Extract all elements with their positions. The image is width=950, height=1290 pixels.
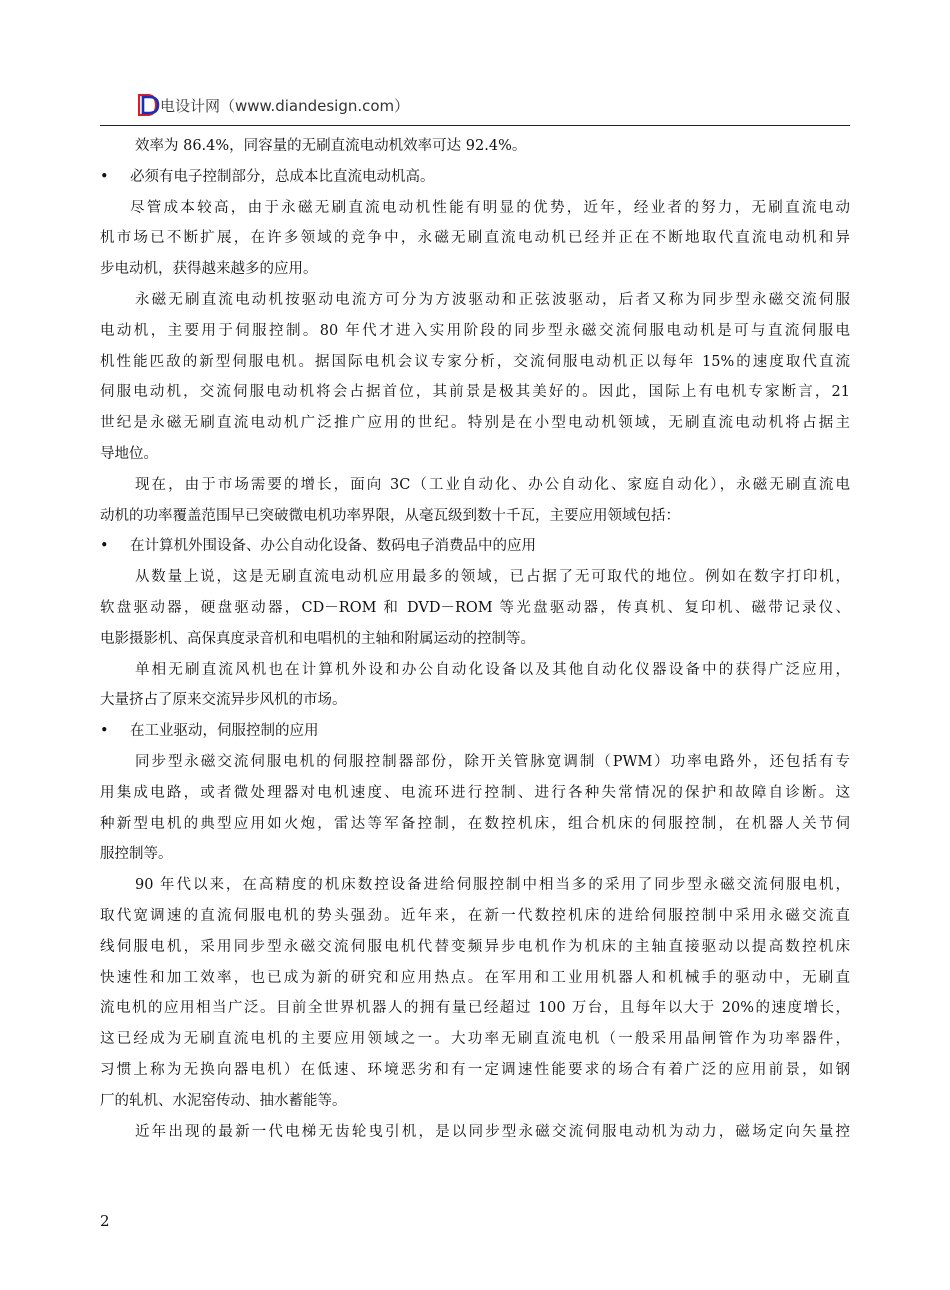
bullet-icon: • [100, 538, 109, 555]
text-line: 机市场已不断扩展，在许多领域的竞争中，永磁无刷直流电动机已经并正在不断地取代直流电动机和异 [100, 230, 850, 247]
text-line: 种新型电机的典型应用如火炮，雷达等军备控制，在数控机床，组合机床的伺服控制，在机器人关节伺 [100, 815, 850, 832]
bullet-item [100, 531, 850, 562]
document-body [100, 131, 850, 1147]
text-line: 用集成电路，或者微处理器对电机速度、电流环进行控制、进行各种失常情况的保护和故障自诊断。这 [100, 784, 850, 801]
text-line: 现在，由于市场需要的增长，面向 3C（工业自动化、办公自动化、家庭自动化），永磁无刷直流电 [135, 476, 850, 493]
text-line: 效率为 86.4%，同容量的无刷直流电动机效率可达 92.4%。 [135, 138, 527, 154]
text-line: 软盘驱动器，硬盘驱动器，CD－ROM 和 DVD－ROM 等光盘驱动器，传真机、复印机、磁带记录仪、 [100, 599, 850, 616]
text-line: 厂的轧机、水泥窑传动、抽水蓄能等。 [100, 1092, 347, 1109]
diandesign-logo-icon [138, 94, 160, 116]
text-line: 快速性和加工效率，也已成为新的研究和应用热点。在军用和工业用机器人和机械手的驱动中，无刷直 [100, 969, 850, 986]
text-line: 导地位。 [100, 445, 158, 462]
text-line: 近年出现的最新一代电梯无齿轮曳引机，是以同步型永磁交流伺服电动机为动力，磁场定向矢量控 [135, 1123, 850, 1140]
text-line: 这已经成为无刷直流电机的主要应用领域之一。大功率无刷直流电机（一般采用晶闸管作为功率器件， [100, 1031, 850, 1048]
bullet-icon: • [100, 723, 109, 740]
header-rule [100, 125, 850, 126]
text-line: 从数量上说，这是无刷直流电动机应用最多的领域，已占据了无可取代的地位。例如在数字打印机， [135, 569, 850, 586]
text-line: 世纪是永磁无刷直流电动机广泛推广应用的世纪。特别是在小型电动机领域，无刷直流电动机将占据主 [100, 415, 850, 432]
header-site-text: 电设计网（www.diandesign.com） [160, 97, 410, 115]
text-line: 90 年代以来，在高精度的机床数控设备进给伺服控制中相当多的采用了同步型永磁交流伺服电机， [135, 877, 850, 894]
text-line: 大量挤占了原来交流异步风机的市场。 [100, 692, 347, 709]
bullet-text: 在工业驱动，伺服控制的应用 [130, 723, 319, 740]
bullet-icon: • [100, 168, 109, 185]
text-line: 单相无刷直流风机也在计算机外设和办公自动化设备以及其他自动化仪器设备中的获得广泛应用， [135, 661, 850, 678]
page-header [100, 94, 850, 124]
text-line: 电动机，主要用于伺服控制。80 年代才进入实用阶段的同步型永磁交流伺服电动机是可与直流伺服电 [100, 322, 850, 339]
text-line: 永磁无刷直流电动机按驱动电流方可分为方波驱动和正弦波驱动，后者又称为同步型永磁交流伺服 [135, 291, 850, 308]
text-line: 机性能匹敌的新型伺服电机。据国际电机会议专家分析，交流伺服电动机正以每年 15%的速度取代直流 [100, 353, 850, 370]
text-line: 取代宽调速的直流伺服电机的势头强劲。近年来，在新一代数控机床的进给伺服控制中采用永磁交流直 [100, 907, 850, 924]
bullet-text: 在计算机外围设备、办公自动化设备、数码电子消费品中的应用 [130, 538, 536, 555]
text-line: 习惯上称为无换向器电机）在低速、环境恶劣和有一定调速性能要求的场合有着广泛的应用前景，如钢 [100, 1061, 850, 1078]
page-number: 2 [100, 1212, 110, 1230]
text-line: 动机的功率覆盖范围早已突破微电机功率界限，从毫瓦级到数十千瓦，主要应用领域包括： [100, 507, 680, 524]
text-line: 伺服电动机，交流伺服电动机将会占据首位，其前景是极其美好的。因此，国际上有电机专家断言，21 [100, 384, 850, 401]
bullet-item [100, 716, 850, 747]
text-line: 流电机的应用相当广泛。目前全世界机器人的拥有量已经超过 100 万台，且每年以大于 20%的速度增长， [100, 1000, 850, 1017]
bullet-item [100, 162, 850, 193]
text-line: 线伺服电机，采用同步型永磁交流伺服电机代替变频异步电机作为机床的主轴直接驱动以提高数控机床 [100, 938, 850, 955]
text-line: 步电动机，获得越来越多的应用。 [100, 261, 318, 278]
text-line: 服控制等。 [100, 846, 173, 863]
text-line: 电影摄影机、高保真度录音机和电唱机的主轴和附属运动的控制等。 [100, 630, 535, 647]
bullet-text: 必须有电子控制部分，总成本比直流电动机高。 [130, 168, 435, 185]
text-line: 尽管成本较高，由于永磁无刷直流电动机性能有明显的优势，近年，经业者的努力，无刷直流电动 [130, 199, 850, 216]
text-line: 同步型永磁交流伺服电机的伺服控制器部份，除开关管脉宽调制（PWM）功率电路外，还包括有专 [135, 753, 850, 770]
